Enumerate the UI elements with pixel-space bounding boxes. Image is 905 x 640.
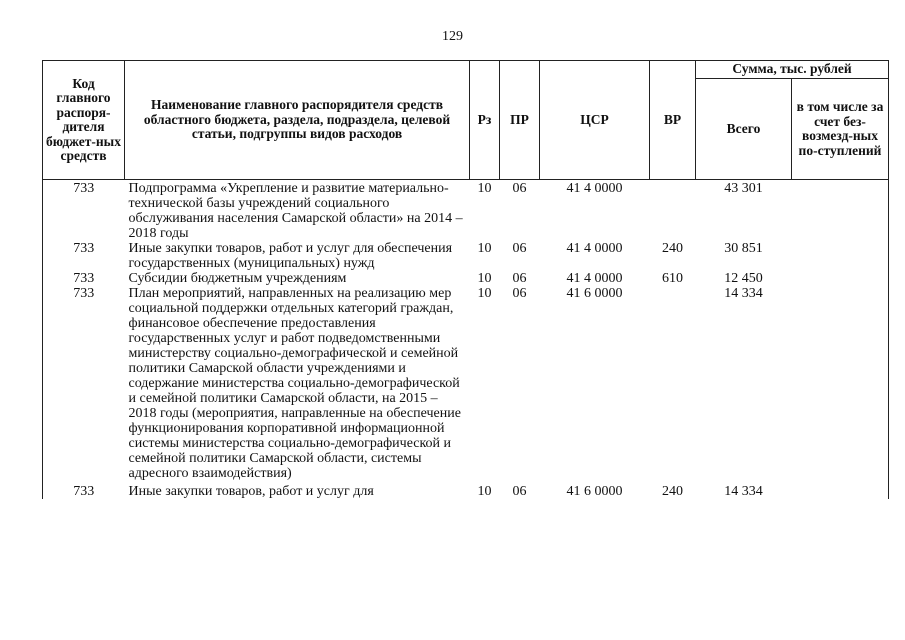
row-name: Подпрограмма «Укрепление и развитие материально-технической базы учреждений социального обслуживания населения Самарской области» на 2014 – 2018 годы [128,181,463,241]
table-row [43,286,889,481]
row-csr: 41 4 0000 [566,271,623,286]
row-code: 733 [43,241,125,271]
row-gratuitous [792,271,889,286]
row-vr [650,286,696,481]
row-pr: 06 [512,484,527,499]
row-code: 733 [43,180,125,242]
header-csr: ЦСР [540,61,650,180]
row-pr: 06 [512,271,527,286]
row-csr: 41 6 0000 [566,484,623,499]
header-pr: ПР [500,61,540,180]
row-pr: 06 [512,181,527,196]
header-total: Всего [696,79,792,180]
table-row [43,481,889,499]
row-total: 12 450 [724,271,763,286]
row-name: Иные закупки товаров, работ и услуг для [128,484,374,499]
row-rz: 10 [477,241,492,256]
row-total: 14 334 [724,286,763,301]
row-total: 14 334 [724,484,763,499]
row-gratuitous [792,241,889,271]
row-name: План мероприятий, направленных на реализацию мер социальной поддержки отдельных категорий граждан, финансовое обеспечение предоставления государственных услуг и работ подведомственными министерству социально-демографической и семейной политики Самарской области учреждениями и содержание министерства социально-демографической и семейной политики Самарской области, на 2015 – 2018 годы (мероприятия, направленные на обеспечение функционирования корпоративной информационной системы министерства социально-демографической и семейной политики Самарской области, системы адресного взаимодействия) [128,286,461,481]
row-gratuitous [792,481,889,499]
row-name: Иные закупки товаров, работ и услуг для обеспечения государственных (муниципальных) нужд [128,241,453,271]
row-gratuitous [792,286,889,481]
row-name: Субсидии бюджетным учреждениям [128,271,347,286]
row-vr [650,180,696,242]
header-rz: Рз [470,61,500,180]
row-rz: 10 [477,271,492,286]
row-rz: 10 [477,484,492,499]
header-sum-group: Сумма, тыс. рублей [696,61,889,79]
row-vr: 240 [662,241,683,256]
row-gratuitous [792,180,889,242]
table-row [43,271,889,286]
budget-table [42,60,889,499]
table-row [43,180,889,242]
row-total: 30 851 [724,241,763,256]
row-vr: 240 [662,484,683,499]
header-vr: ВР [650,61,696,180]
row-csr: 41 4 0000 [566,241,623,256]
row-pr: 06 [512,286,527,301]
header-code: Код главного распоря-дителя бюджет-ных средств [43,61,125,180]
row-rz: 10 [477,286,492,301]
row-total: 43 301 [724,181,763,196]
row-code: 733 [43,481,125,499]
row-csr: 41 6 0000 [566,286,623,301]
row-pr: 06 [512,241,527,256]
row-code: 733 [43,286,125,481]
row-vr: 610 [662,271,683,286]
table-row [43,241,889,271]
row-code: 733 [43,271,125,286]
page-number: 129 [442,29,463,44]
header-name: Наименование главного распорядителя средств областного бюджета, раздела, подраздела, целевой статьи, подгруппы видов расходов [125,61,470,180]
row-csr: 41 4 0000 [566,181,623,196]
row-rz: 10 [477,181,492,196]
header-gratuitous: в том числе за счет без-возмезд-ных по-ступлений [792,79,889,180]
